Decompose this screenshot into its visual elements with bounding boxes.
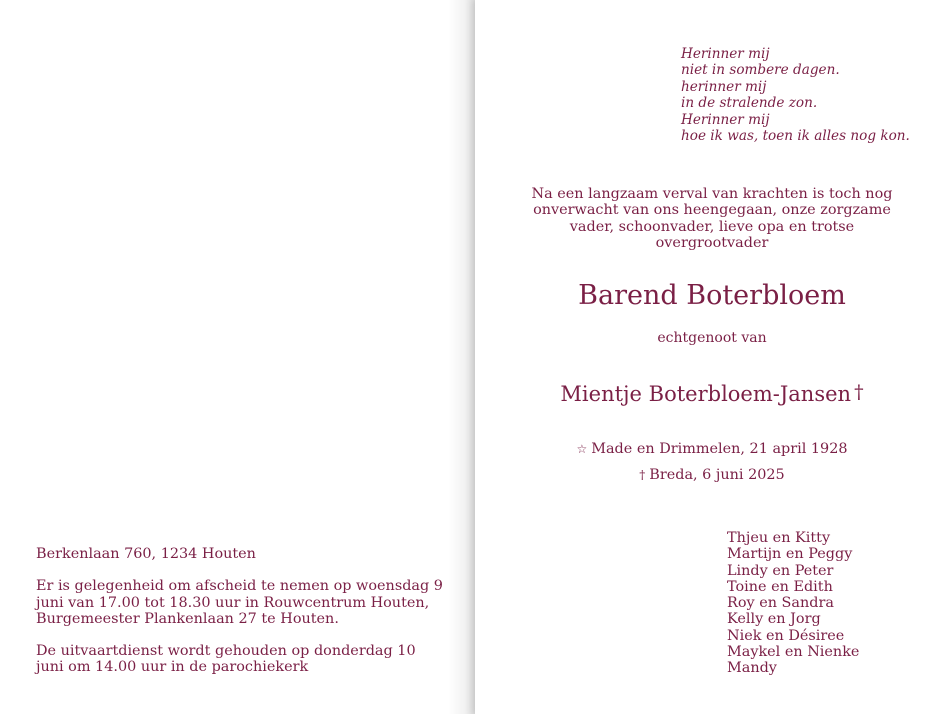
family-member: Niek en Désiree xyxy=(727,627,845,644)
spouse xyxy=(531,379,893,410)
left-page-info xyxy=(36,546,446,692)
right-page xyxy=(475,0,950,714)
cross-icon: † xyxy=(854,381,864,403)
star-icon: ☆ xyxy=(576,442,588,456)
family-list xyxy=(727,530,859,677)
deceased-name: Barend Boterbloem xyxy=(578,280,846,311)
family-member: Lindy en Peter xyxy=(727,562,834,579)
poem-line: herinner mij xyxy=(681,78,767,95)
poem-line: hoe ik was, toen ik alles nog kon. xyxy=(681,128,910,145)
funeral-info: De uitvaartdienst wordt gehouden op donderdag 10 juni om 14.00 uur in de parochiekerk xyxy=(36,643,416,676)
family-member: Roy en Sandra xyxy=(727,595,834,612)
spouse-prefix: echtgenoot van xyxy=(657,330,767,346)
family-member: Mandy xyxy=(727,660,777,677)
poem-line: Herinner mij xyxy=(681,46,770,62)
life-dates xyxy=(531,440,893,492)
birth-text: Made en Drimmelen, 21 april 1928 xyxy=(591,441,848,457)
cross-icon: † xyxy=(639,468,646,482)
poem-line: Herinner mij xyxy=(681,111,770,128)
poem-line: in de stralende zon. xyxy=(681,95,818,112)
birth-row xyxy=(531,440,893,459)
family-member: Martijn en Peggy xyxy=(727,546,853,563)
family-member: Maykel en Nienke xyxy=(727,644,860,661)
poem-line: niet in sombere dagen. xyxy=(681,62,840,79)
fold-shadow xyxy=(448,0,475,714)
death-row xyxy=(531,466,893,485)
address: Berkenlaan 760, 1234 Houten xyxy=(36,546,256,562)
family-member: Kelly en Jorg xyxy=(727,611,821,628)
family-member: Thjeu en Kitty xyxy=(727,530,831,546)
spouse-name: Mientje Boterbloem-Jansen xyxy=(560,382,852,406)
family-member: Toine en Edith xyxy=(727,578,833,595)
death-text: Breda, 6 juni 2025 xyxy=(649,467,785,483)
poem xyxy=(681,46,910,144)
intro-text: Na een langzaam verval van krachten is toch nog onverwacht van ons heengegaan, onze zorgzame vader, schoonvader, lieve opa en trotse overgrootvader xyxy=(531,186,893,251)
farewell-info: Er is gelegenheid om afscheid te nemen op woensdag 9 juni van 17.00 tot 18.30 uur in Rouwcentrum Houten, Burgemeester Plankenlaan 27 te Houten. xyxy=(36,578,443,627)
